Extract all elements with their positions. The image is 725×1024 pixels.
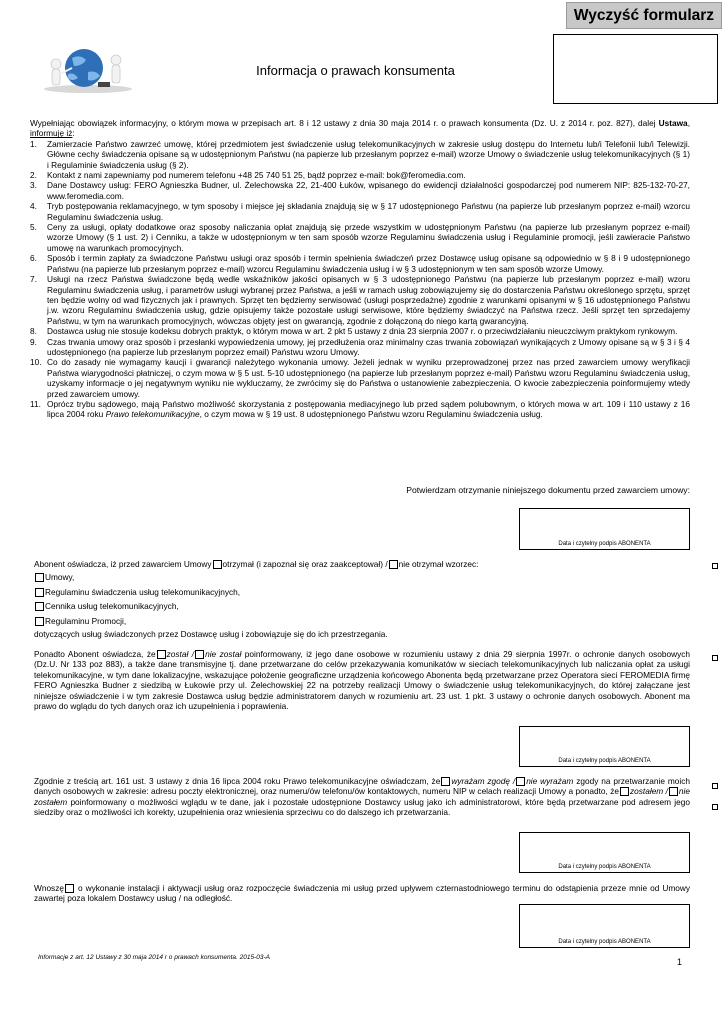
list-item: 3. Dane Dostawcy usług: FERO Agnieszka Budner, ul. Żelechowska 22, 21-400 Łuków, wpisanego do ewidencji działalności gospodarczej pod numerem NIP: 825-132-70-27, www.feromedia.com. [30,180,690,201]
not-informed-access-checkbox[interactable] [669,787,678,796]
list-item: 10. Co do zasady nie wymagamy kaucji i gwarancji należytego wykonania umowy. Jeżeli jednak w wyniku przeprowadzonej przez nas przed zawarciem umowy weryfikacji Państwa wiarygodności płatniczej, o czym mowa w § 5 ust. 5-10 udostępnionego (na papierze lub przesłanym poprzez e-mail) Państwu wzoru Regulaminu świadczenia usług, uzyskamy informacje o jej negatywnym wyniku nie wykluczamy, że zwrócimy się do Państwa o ustanowienie zabezpieczenia. O kwocie zabezpieczenia poinformujemy wtedy przed zawarciem umowy. [30,357,690,399]
clear-form-button[interactable]: Wyczyść formularz [566,2,722,29]
margin-checkbox[interactable] [712,783,718,789]
list-item: 2. Kontakt z nami zapewniamy pod numerem telefonu +48 25 740 51 25, bądź poprzez e-mail: bok@feromedia.com. [30,170,466,181]
consumer-info-body [30,118,690,420]
list-item: 7. Usługi na rzecz Państwa świadczone będą wedle wskaźników jakości opisanych w § 3 udostępnionego Państwu (na papierze lub przesłanym poprzez e-mail) wzoru Regulaminu świadczenia usług, i parametrów usługi wybranej przez Państwa, a jeśli w ramach usług zobowiązujemy się do dostarczenia Państwu określonego sprzętu, sprzęt ten będzie wolny od wad fizycznych jak i prawnych. Sprzęt ten będziemy serwisować (usługi posprzedażne) zgodnie z warunkami opisanymi w § 16 udostępnionego Państwu j.w. wzoru Regulaminu świadczenia usług, gdzie opisujemy także pozostałe usługi serwisowe, które będziemy świadczyć na Państwa rzecz. Jeśli sprzęt ten sprzedajemy Państwu, w tym na warunkach promocyjnych, wówczas objęty jest on gwarancją, zgodnie z dołączoną do niego kartą gwarancyjną. [30,274,690,326]
marketing-consent-section: Zgodnie z treścią art. 161 ust. 3 ustawy z dnia 16 lipca 2004 roku Prawo telekomunikacyjne oświadczam, że wyrażam zgodę / nie wyrażam zgody na przetwarzanie moich danych osobowych w zakresie: adresu poczty elektronicznej, oraz numeru/ów telefonu/ów kontaktowych, numeru NIP w celach realizacji Umowy a ponadto, że zostałem / nie zostałem poinformowany o możliwości wglądu w te dane, jak i pozostałe udostępnione Dostawcy usług jako ich administratorowi, które będą przetwarzane pod adresem jego siedziby oraz o możliwości ich korekty, uzupełnienia oraz wniesienia sprzeciwu co do dalszego ich przetwarzania. [34,776,690,818]
margin-checkbox[interactable] [712,804,718,810]
no-consent-checkbox[interactable] [516,777,525,786]
margin-checkbox[interactable] [712,655,718,661]
data-consent-section: Ponadto Abonent oświadcza, że został / nie został poinformowany, iż jego dane osobowe w rozumieniu ustawy z dnia 29 sierpnia 1997r. o ochronie danych osobowych (Dz.U. Nr 133 poz 883), a także dane transmisyjne tj. dane przetwarzane do celów przekazywania komunikatów w sieciach telekomunikacyjnych lub naliczania opłat za usługi telekomunikacyjne, w tym dane lokalizacyjne, wskazujące położenie geograficzne urządzenia końcowego Abonenta będą przetwarzane przez Operatora sieci FEROMEDIA firmę FERO Agnieszka Budner z siedzibą w Łukowie przy ul. Żelechowskiej 22 na potrzeby realizacji Umowy o świadczenie usług telekomunikacyjnych, do której załączane jest niniejsze oświadczenie i w tym zakresie Dostawca usług będzie administratorem danych w rozumieniu art. 23 ust. 1 pkt. 3 ustawy o ochronie danych osobowych. Abonent ma prawo do wglądu do tych danych oraz ich uzupełnienia i poprawienia. [34,649,690,712]
footer-note: Informacje z art. 12 Ustawy z 30 maja 2014 r o prawach konsumenta. 2015-03-A [38,954,270,961]
confirm-text: Potwierdzam otrzymanie niniejszego dokumentu przed zawarciem umowy: [406,485,690,495]
list-item: 1. Zamierzacie Państwo zawrzeć umowę, której przedmiotem jest świadczenie usług telekomunikacyjnych w zakresie usług dostępu do Internetu lub/i Telefonii lub/i Telewizji. Główne cechy świadczenia opisane są w udostępnionym Państwu (na papierze lub przesłanym poprzez e-mail) wzorze Umowy o świadczenie usług telekomunikacyjnych (§ 1) i Regulaminie świadczenia usług (§ 2). [30,138,690,170]
list-item: 5. Ceny za usługi, opłaty dodatkowe oraz sposoby naliczania opłat znajdują się przede wszystkim w udostępnionym Państwu (na papierze lub przesłanym poprzez e-mail) wzorze Umowy (§ 1 ust. 2) i Cenniku, a także w udostępnionym w ten sam sposób wzorze Regulaminu świadczenia usług i Regulaminie promocji, jeśli zawieracie Państwo umowę na warunkach promocyjnych. [30,222,690,253]
signature-label: Data i czytelny podpis ABONENTA [558,864,651,870]
signature-box[interactable] [519,832,690,873]
page-title: Informacja o prawach konsumenta [256,63,455,78]
not-received-checkbox[interactable] [389,560,398,569]
list-item: 4. Tryb postępowania reklamacyjnego, w tym sposoby i miejsce jej składania znajdują się w § 17 udostępnionego Państwu (na papierze lub przesłanym poprzez e-mail) wzorcu Regulaminu świadczenia usług. [30,201,690,222]
received-checkbox[interactable] [213,560,222,569]
not-informed-checkbox[interactable] [195,650,204,659]
list-item: 9. Czas trwania umowy oraz sposób i przesłanki wypowiedzenia umowy, jej przedłużenia oraz minimalny czas trwania zobowiązań wynikających z Umowy opisane są w § 3 i § 4 udostępnionego (na papierze lub przesłanym poprzez email) Państwu wzoru Umowy. [30,336,690,357]
signature-label: Data i czytelny podpis ABONENTA [558,541,651,547]
installation-section: Wnoszę o wykonanie instalacji i aktywacji usług oraz rozpoczęcie świadczenia mi usług przed upływem czternastodniowego terminu do odstąpienia przeze mnie od Umowy zawartej poza lokalem Dostawcy usług / na odległość. [34,883,690,904]
signature-label: Data i czytelny podpis ABONENTA [558,758,651,764]
installation-checkbox[interactable] [65,884,74,893]
option-promocja-checkbox[interactable] [35,617,44,626]
signature-box[interactable] [519,726,690,767]
list-item: 8. Dostawca usług nie stosuje kodeksu dobrych praktyk, o którym mowa w art. 2 pkt 5 ustawy z dnia 23 sierpnia 2007 r. o przeciwdziałaniu nieuczciwym praktykom rynkowym. [30,326,678,337]
signature-box[interactable] [519,904,690,948]
page-number: 1 [677,957,683,967]
signature-label: Data i czytelny podpis ABONENTA [558,939,651,945]
intro-paragraph: Wypełniając obowiązek informacyjny, o którym mowa w przepisach art. 8 i 12 ustawy z dnia 30 maja 2014 r. o prawach konsumenta (Dz. U. z 2014 r. poz. 827), dalej Ustawa, informuję iż: [30,118,690,139]
consent-checkbox[interactable] [441,777,450,786]
option-cennik-checkbox[interactable] [35,602,44,611]
statement-section: Abonent oświadcza, iż przed zawarciem Umowy otrzymał (i zapoznał się oraz zaakceptował) / nie otrzymał wzorzec: Umowy, Regulaminu świadczenia usług telekomunikacyjnych, Cennika usług telekomunikacyjnych, Regulaminu Promocji, dotyczących usług świadczonych przez Dostawcę usług i zobowiązuje się do ich przestrzegania. [34,559,479,640]
margin-checkbox[interactable] [712,563,718,569]
option-umowy-checkbox[interactable] [35,573,44,582]
option-regulamin-checkbox[interactable] [35,588,44,597]
list-item: 11. Oprócz trybu sądowego, mają Państwo możliwość skorzystania z postępowania mediacyjnego lub przed sądem polubownym, o których mowa w art. 109 i 110 ustawy z 16 lipca 2004 roku Prawo telekomunikacyjne, o czym mowa w § 19 ust. 8 udostępnionego Państwu wzoru Regulaminu świadczenia usług. [30,398,690,420]
informed-checkbox[interactable] [157,650,166,659]
informed-access-checkbox[interactable] [620,787,629,796]
signature-box[interactable] [519,508,690,550]
list-item: 6. Sposób i termin zapłaty za świadczone Państwu usługi oraz sposób i termin spełnienia świadczeń przez Dostawcę usług opisane są odpowiednio w § 8 i 9 udostępnionego Państwu (na papierze lub przesłanym poprzez e-mail) wzorcu Regulaminu świadczenia usług i w § 3 udostępnionym w ten sam sposób wzorze Umowy. [30,253,690,274]
